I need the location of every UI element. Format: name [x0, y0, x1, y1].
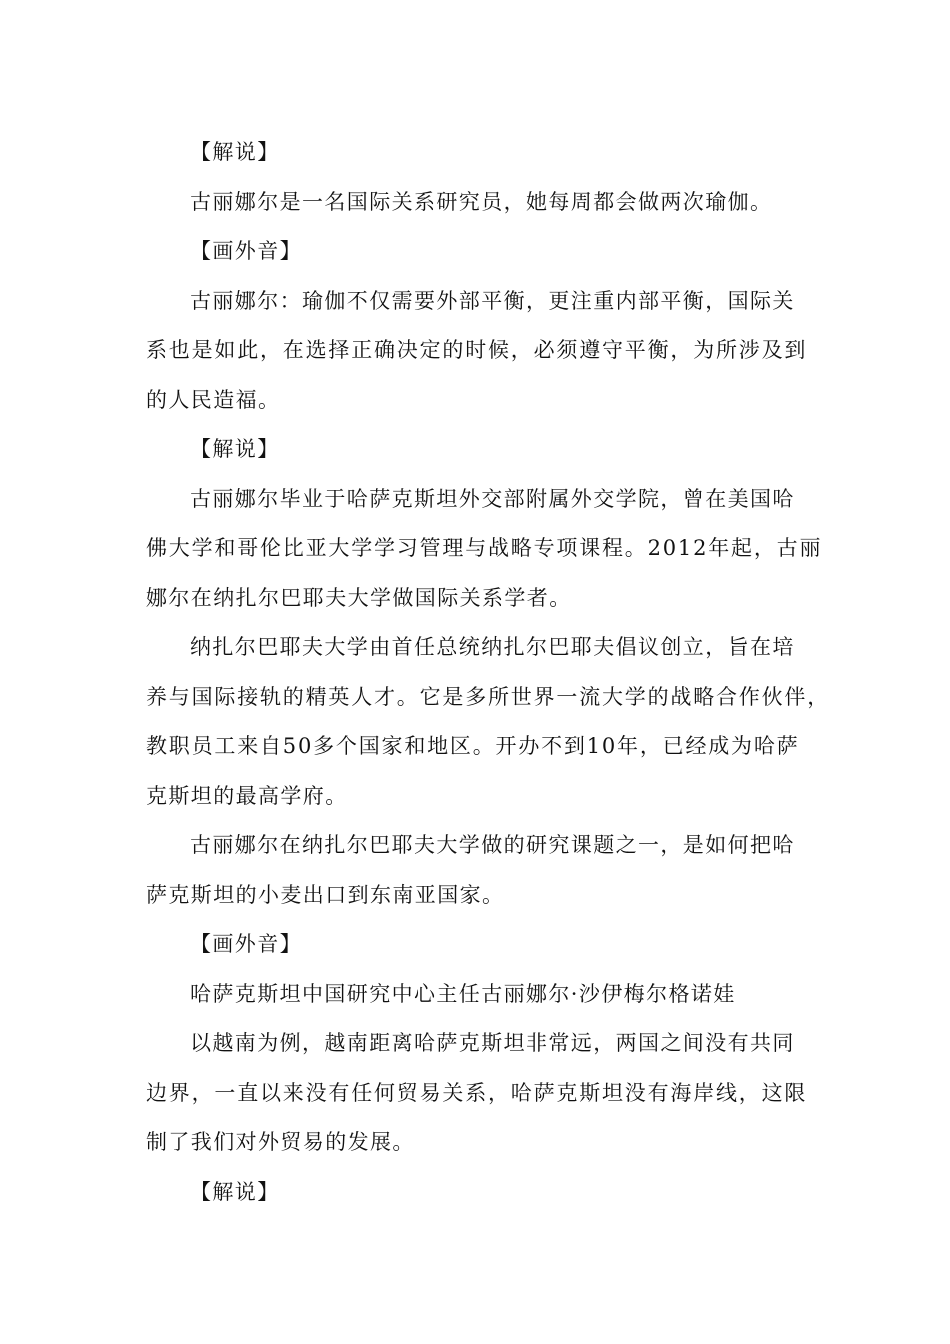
paragraph-line: 萨克斯坦的小麦出口到东南亚国家。	[146, 883, 505, 907]
paragraph-line: 古丽娜尔：瑜伽不仅需要外部平衡，更注重内部平衡，国际关	[190, 289, 795, 313]
section-label-narration: 【解说】	[190, 1180, 280, 1204]
paragraph-line: 娜尔在纳扎尔巴耶夫大学做国际关系学者。	[146, 586, 572, 610]
section-label-narration: 【解说】	[190, 437, 280, 461]
section-label-voiceover: 【画外音】	[190, 239, 302, 263]
section-label-narration: 【解说】	[190, 140, 280, 164]
paragraph-line: 制了我们对外贸易的发展。	[146, 1130, 415, 1154]
paragraph-line: 古丽娜尔是一名国际关系研究员，她每周都会做两次瑜伽。	[190, 190, 773, 214]
paragraph-line: 边界，一直以来没有任何贸易关系，哈萨克斯坦没有海岸线，这限	[146, 1081, 808, 1105]
paragraph-line: 以越南为例，越南距离哈萨克斯坦非常远，两国之间没有共同	[190, 1031, 795, 1055]
speaker-caption: 哈萨克斯坦中国研究中心主任古丽娜尔·沙伊梅尔格诺娃	[190, 982, 736, 1006]
paragraph-line: 佛大学和哥伦比亚大学学习管理与战略专项课程。2012年起，古丽	[146, 536, 823, 560]
paragraph-line: 古丽娜尔在纳扎尔巴耶夫大学做的研究课题之一，是如何把哈	[190, 833, 795, 857]
paragraph-line: 教职员工来自50多个国家和地区。开办不到10年，已经成为哈萨	[146, 734, 800, 758]
paragraph-line: 养与国际接轨的精英人才。它是多所世界一流大学的战略合作伙伴，	[146, 685, 830, 709]
paragraph-line: 系也是如此，在选择正确决定的时候，必须遵守平衡，为所涉及到	[146, 338, 808, 362]
section-label-voiceover: 【画外音】	[190, 932, 302, 956]
paragraph-line: 的人民造福。	[146, 388, 281, 412]
paragraph-line: 克斯坦的最高学府。	[146, 784, 348, 808]
paragraph-line: 纳扎尔巴耶夫大学由首任总统纳扎尔巴耶夫倡议创立，旨在培	[190, 635, 795, 659]
paragraph-line: 古丽娜尔毕业于哈萨克斯坦外交部附属外交学院，曾在美国哈	[190, 487, 795, 511]
